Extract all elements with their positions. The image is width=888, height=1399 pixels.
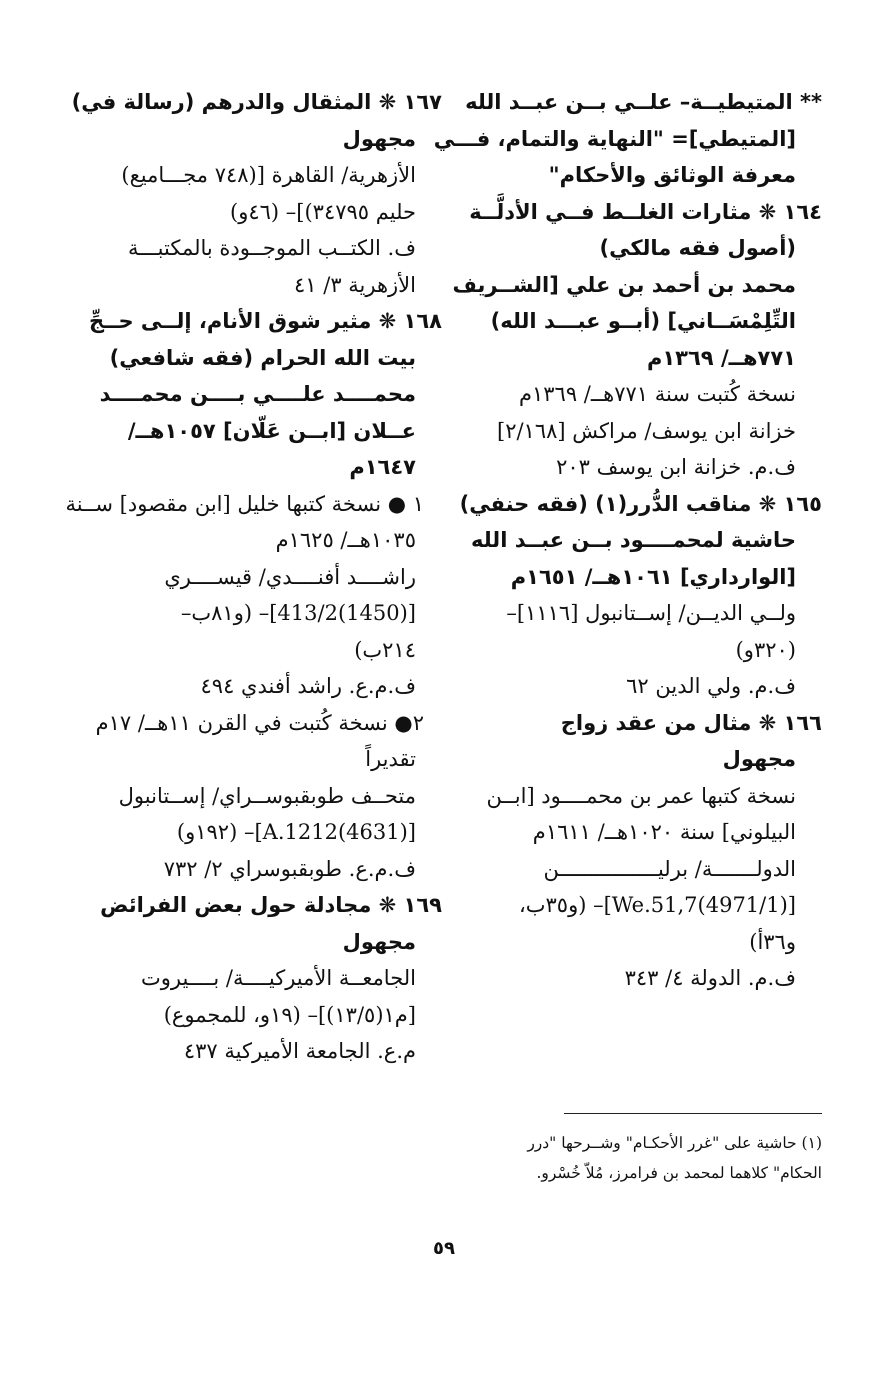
entry-text-line: ف. الكتــب الموجــودة بالمكتبـــة [127,236,416,260]
entry-heading-line: التِّلِمْسَــاني] (أبــو عبـــد الله) [490,309,796,333]
left-column [65,84,442,1070]
entry-heading-line: محمــــد علــــي بــــن محمــــد [99,382,416,406]
entry-text-line: م.ع. الجامعة الأميركية ٤٣٧ [183,1039,416,1063]
entry-text-line: نسخة كتبها عمر بن محمــــود [ابــن [486,783,796,808]
entry-heading-line: [المتيطي]= "النهاية والتمام، فـــي [433,126,796,151]
entry-heading-line: ١٦٧ ❋ المثقال والدرهم (رسالة في) [71,90,442,114]
entry-heading-line: محمد بن أحمد بن علي [الشــريف [452,272,796,297]
entry-text-line: و٣٦أ) [749,929,796,954]
entry-heading-line: مجهول [722,747,796,771]
entry-text-line: [(4971/1)We.51,7]– (و٣٥ب، [518,893,796,917]
entry-heading-line: معرفة الوثائق والأحكام" [548,163,796,187]
entry-text-line: ١٠٣٥هــ/ ١٦٢٥م [275,528,416,552]
entry-heading-line: ٧٧١هــ/ ١٣٦٩م [646,345,796,370]
entry-heading-line: [الوارداري] ١٠٦١هــ/ ١٦٥١م [510,564,796,589]
entry-text-line: ولــي الديــن/ إســتانبول [١١١٦]– [506,601,796,625]
entry-text-line: متحــف طوبقبوســراي/ إســتانبول [118,783,416,808]
entry-text-line: خزانة ابن يوسف/ مراكش [٢/١٦٨] [496,418,796,443]
entry-text-line: [(4631)A.1212]– (١٩٢و) [176,820,416,844]
entry-text-line: الجامعــة الأميركيــــة/ بــــيروت [140,966,416,990]
entry-heading-line: مجهول [342,929,416,954]
entry-heading-line: (أصول فقه مالكي) [599,236,796,260]
entry-heading-line: ١٦٤ ❋ مثارات الغلــط فــي الأدلَّــة [469,199,822,224]
entry-text-line: حليم ٣٤٧٩٥)]– (٤٦و) [230,199,416,224]
entry-heading-line: ١٦٨ ❋ مثير شوق الأنام، إلــى حــجِّ [88,309,442,333]
entry-text-line: الدولـــــــة/ برليــــــــــــــــن [543,856,796,881]
entry-text-line: نسخة كُتبت سنة ٧٧١هــ/ ١٣٦٩م [518,382,796,406]
entry-heading-line: بيت الله الحرام (فقه شافعي) [109,345,416,370]
entry-heading-line: ١٦٥ ❋ مناقب الدُّرر(١) (فقه حنفي) [459,491,822,516]
entry-heading-line: مجهول [342,126,416,151]
entry-text-line: ٢١٤ب) [354,637,416,662]
right-column [433,84,822,997]
entry-text-line: ف.م.ع. راشد أفندي ٤٩٤ [200,674,416,698]
entry-heading-line: عــلان [ابــن عَلّان] ١٠٥٧هــ/ [127,418,416,443]
footnote-line: الحكام" كلاهما لمحمد بن فرامرز، مُلاّ خُسْرو. [536,1164,822,1182]
entry-text-line: الأزهرية/ القاهرة [(٧٤٨ مجـــاميع) [121,163,416,187]
entry-text-line: تقديراً [365,747,416,771]
entry-text-line: [م١(١٣/٥)]– (١٩و، للمجموع) [163,1002,416,1027]
entry-text-line: ف.م.ع. طوبقبوسراي ٢/ ٧٣٢ [163,856,416,881]
entry-text-line: ف.م. خزانة ابن يوسف ٢٠٣ [556,455,796,479]
entry-text-line: راشــــد أفنــــدي/ قيســــري [164,564,416,589]
entry-heading-line: حاشية لمحمــــود بــن عبــد الله [471,528,796,552]
entry-heading-line: ** المتيطيــة– علــي بــن عبــد الله [465,90,822,114]
footnote-line: (١) حاشية على "غرر الأحكـام" وشــرحها "درر [527,1134,822,1152]
entry-text-line: ف.م. الدولة ٤/ ٣٤٣ [624,966,796,990]
entry-text-line: [(1450)413/2]– (و٨١ب– [180,601,416,625]
entry-text-line: الأزهرية ٣/ ٤١ [293,272,416,297]
entry-text-line: ١ ● نسخة كتبها خليل [ابن مقصود] ســنة [65,491,424,516]
page-number: ٥٩ [433,1238,455,1259]
footnote [484,1128,822,1188]
entry-text-line: (٣٢٠و) [735,637,796,662]
entry-text-line: البيلوني] سنة ١٠٢٠هــ/ ١٦١١م [532,820,796,844]
entry-text-line: ٢● نسخة كُتبت في القرن ١١هــ/ ١٧م [95,710,424,735]
footnote-separator [564,1113,822,1114]
entry-heading-line: ١٦٤٧م [349,455,416,479]
entry-text-line: ف.م. ولي الدين ٦٢ [626,674,796,698]
entry-heading-line: ١٦٩ ❋ مجادلة حول بعض الفرائض [100,893,442,917]
entry-heading-line: ١٦٦ ❋ مثال من عقد زواج [560,710,822,735]
